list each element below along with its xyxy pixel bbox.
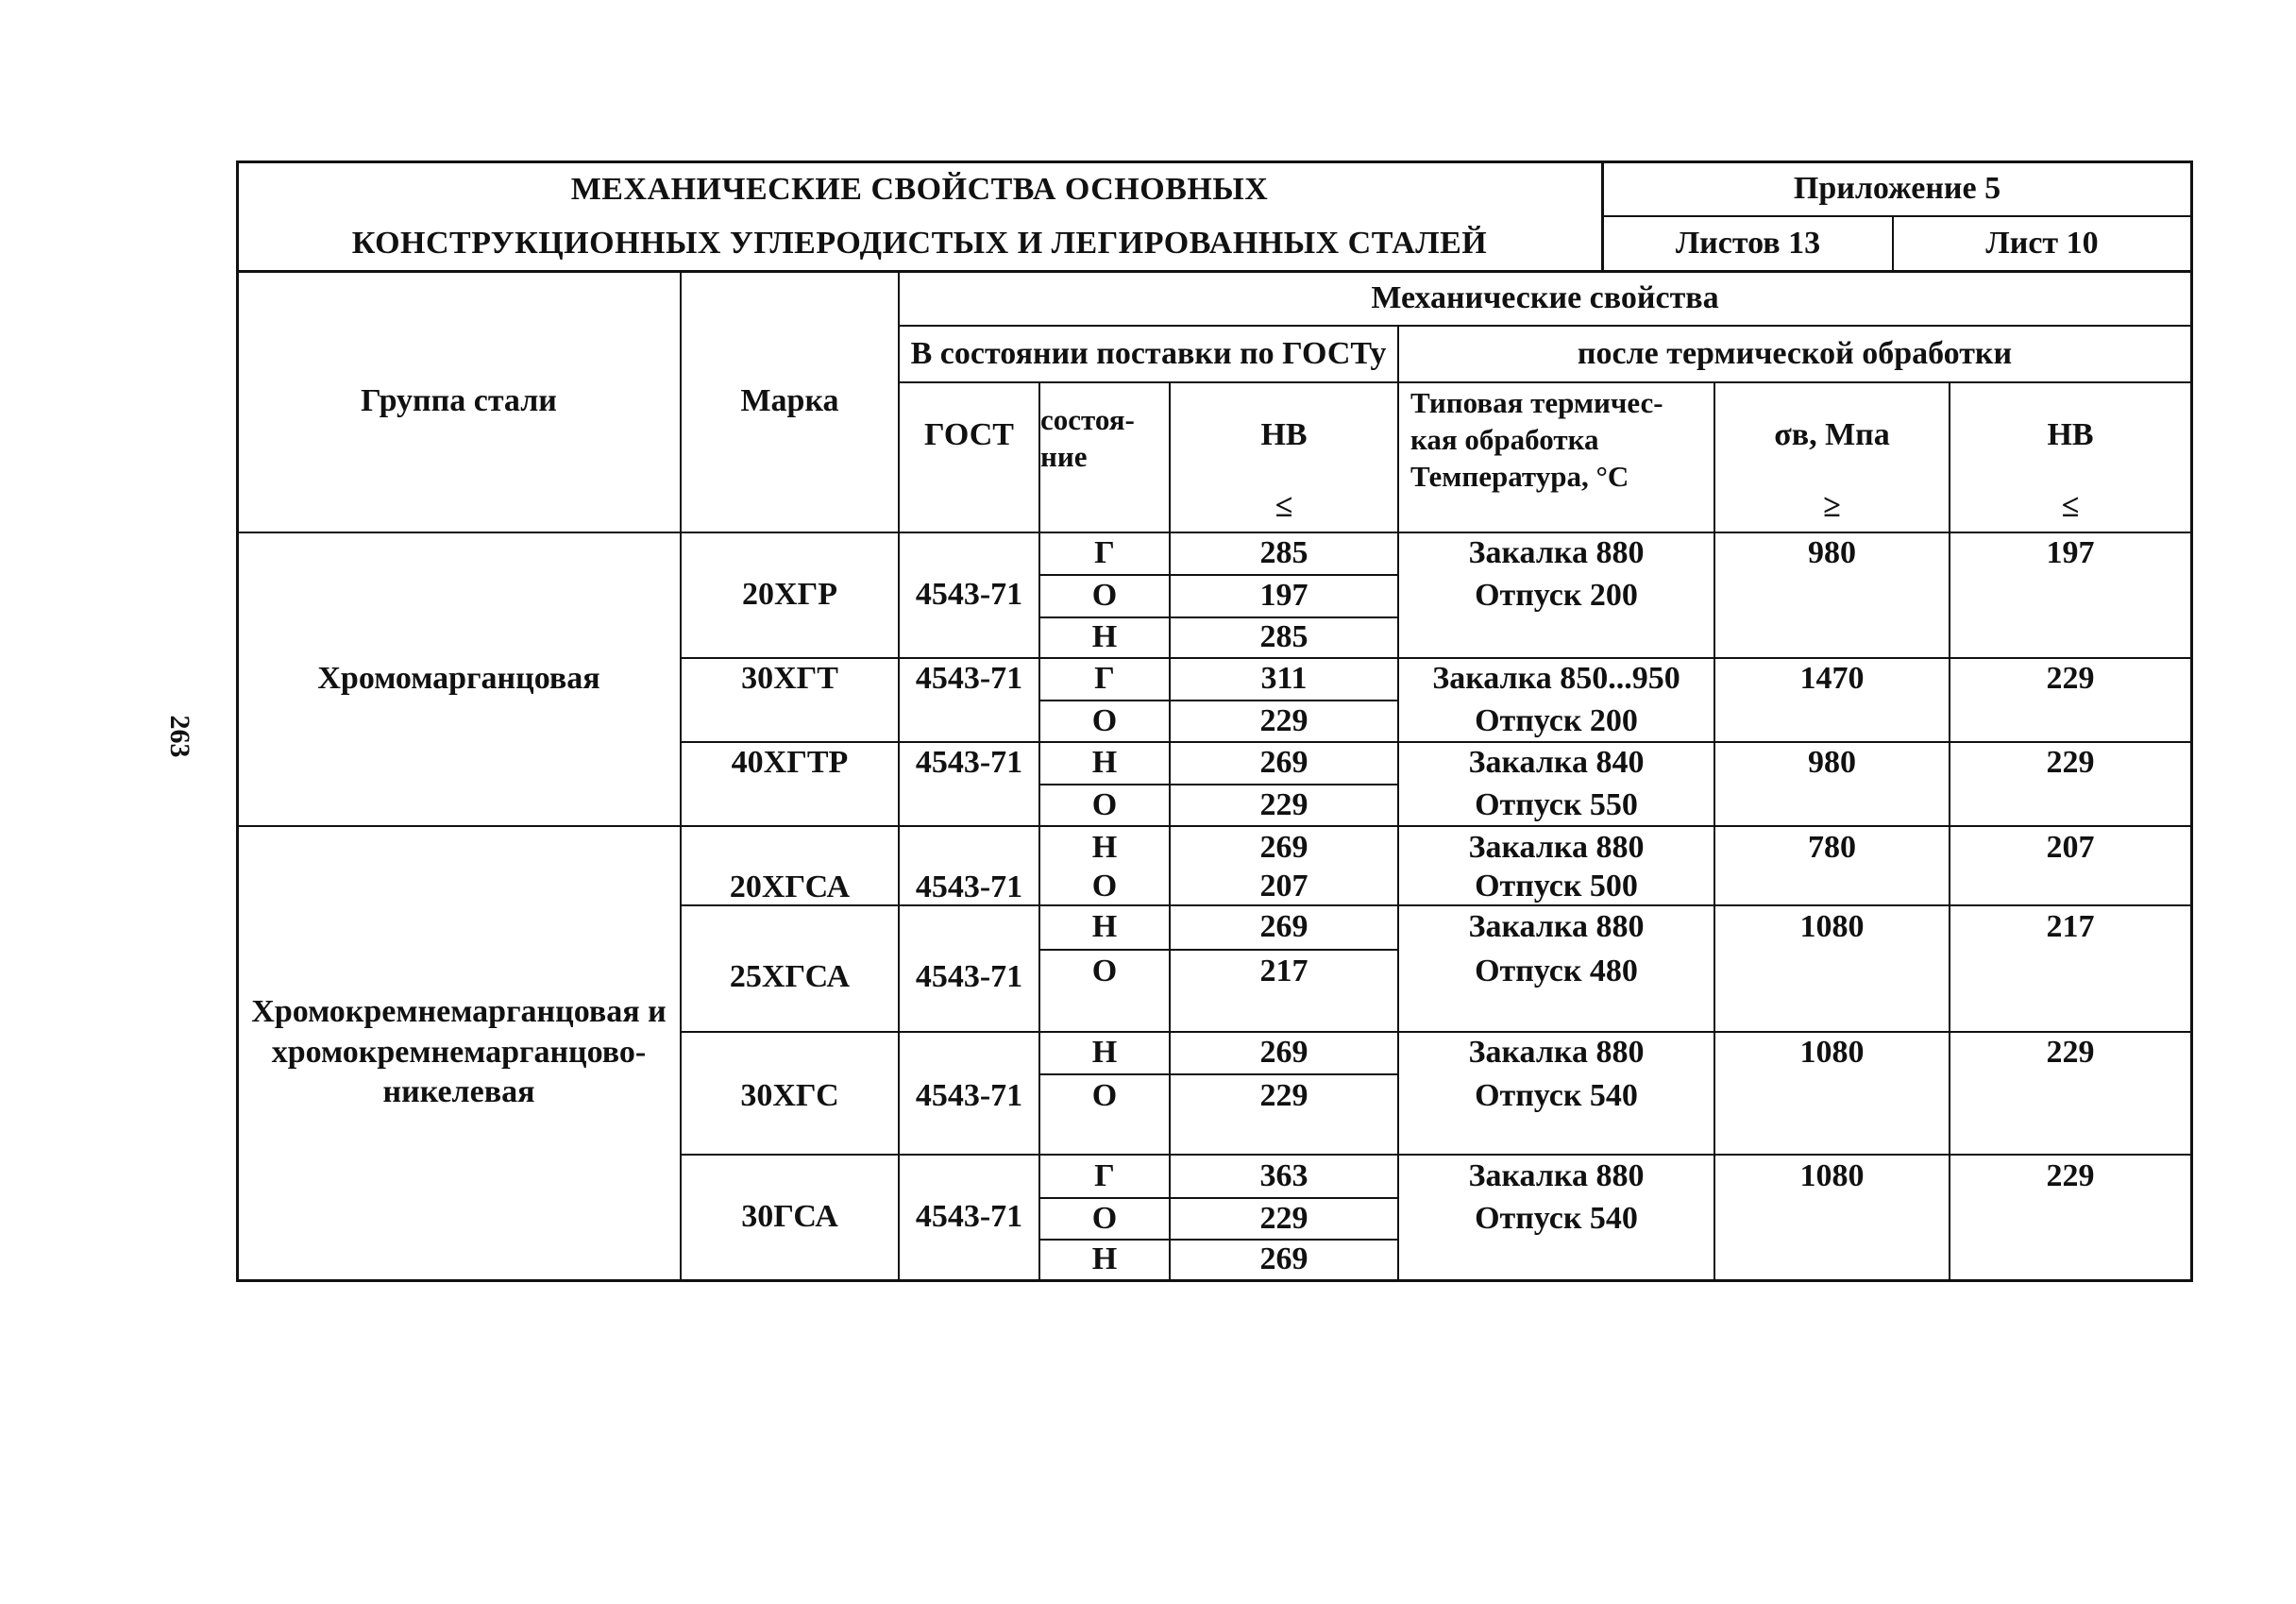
heat-cell: Отпуск 480 — [1475, 954, 1638, 989]
appendix-label: Приложение 5 — [1793, 170, 2001, 206]
heat-header-line1: Типовая термичес- — [1410, 386, 1663, 419]
sigma-cell: 1080 — [1799, 909, 1865, 945]
sigma-ge-sign: ≥ — [1823, 488, 1841, 524]
heat-cell: Отпуск 500 — [1475, 868, 1638, 903]
hb-cell: 269 — [1259, 829, 1308, 865]
sigma-header: σв, Мпа — [1774, 416, 1890, 452]
hb-cell: 229 — [1259, 702, 1308, 738]
state-cell: О — [1091, 578, 1118, 614]
state-cell: О — [1091, 954, 1118, 989]
hb-cell: 197 — [1259, 578, 1308, 614]
hb-cell: 229 — [1259, 1078, 1308, 1114]
sigma-cell: 1080 — [1799, 1035, 1865, 1071]
gost-cell: 4543-71 — [915, 577, 1023, 613]
state-header-line1: состоя- — [1040, 403, 1135, 437]
heat-cell: Закалка 880 — [1468, 909, 1645, 945]
group-header: Группа стали — [361, 383, 557, 419]
heat-cell: Закалка 880 — [1468, 1035, 1645, 1071]
sheet-number: Лист 10 — [1985, 225, 2099, 261]
state-header-line2: ние — [1040, 440, 1088, 473]
hb-cell: 269 — [1259, 909, 1308, 945]
state-cell: Н — [1091, 909, 1118, 945]
hb2-cell: 217 — [2046, 909, 2095, 945]
hb-cell: 207 — [1259, 868, 1308, 903]
hb-cell: 363 — [1259, 1157, 1308, 1193]
heat-cell: Отпуск 550 — [1475, 786, 1638, 822]
heat-cell: Закалка 880 — [1468, 535, 1645, 571]
heat-header — [1410, 385, 1713, 527]
hb2-header: НВ — [2047, 416, 2094, 452]
hb-cell: 311 — [1260, 661, 1308, 697]
group2-line3: никелевая — [382, 1074, 535, 1110]
hb2-cell: 229 — [2046, 661, 2095, 697]
state-cell: Г — [1094, 535, 1115, 571]
document-title-line2: КОНСТРУКЦИОННЫХ УГЛЕРОДИСТЫХ И ЛЕГИРОВАННЫХ СТАЛЕЙ — [351, 225, 1488, 261]
heat-cell: Отпуск 200 — [1475, 702, 1638, 738]
state-cell: О — [1091, 702, 1118, 738]
gost-cell: 4543-71 — [915, 1199, 1023, 1235]
state-cell: О — [1091, 868, 1118, 903]
hb-cell: 285 — [1259, 535, 1308, 571]
grade-cell: 25ХГСА — [729, 958, 851, 994]
hb-header: НВ — [1260, 416, 1308, 452]
state-cell: Н — [1091, 1241, 1118, 1277]
sheets-total: Листов 13 — [1675, 225, 1821, 261]
sigma-cell: 1470 — [1799, 661, 1865, 697]
state-cell: О — [1091, 1200, 1118, 1236]
group-chrome-silicon-manganese — [238, 982, 680, 1123]
state-cell: Г — [1094, 661, 1115, 697]
hb-le-sign: ≤ — [1275, 488, 1293, 524]
mech-props-header: Механические свойства — [1371, 279, 1719, 315]
table-border — [2190, 160, 2193, 1282]
gost-cell: 4543-71 — [915, 869, 1023, 904]
hb2-cell: 229 — [2046, 1157, 2095, 1193]
hb2-cell: 197 — [2046, 535, 2095, 571]
grade-header: Марка — [740, 383, 839, 419]
hb-cell: 269 — [1259, 1241, 1308, 1277]
heat-header-line3: Температура, °С — [1410, 459, 1629, 493]
state-header — [1040, 387, 1169, 491]
after-heat-header: после термической обработки — [1577, 335, 2013, 371]
gost-cell: 4543-71 — [915, 1078, 1023, 1114]
state-cell: Н — [1091, 745, 1118, 781]
hb2-le-sign: ≤ — [2061, 488, 2080, 524]
hb-cell: 269 — [1259, 1035, 1308, 1071]
page-number: 263 — [164, 715, 195, 758]
hb2-cell: 207 — [2046, 829, 2095, 865]
hb2-cell: 229 — [2046, 1035, 2095, 1071]
sigma-cell: 780 — [1808, 829, 1856, 865]
group2-line1: Хромокремнемарганцовая и — [251, 994, 667, 1030]
hb-cell: 269 — [1259, 745, 1308, 781]
grade-cell: 30ХГС — [740, 1078, 839, 1114]
state-cell: Г — [1094, 1157, 1115, 1193]
grade-cell: 20ХГР — [742, 577, 837, 613]
document-title-line1: МЕХАНИЧЕСКИЕ СВОЙСТВА ОСНОВНЫХ — [570, 171, 1269, 207]
grade-cell: 30ГСА — [741, 1199, 838, 1235]
heat-cell: Отпуск 540 — [1475, 1200, 1638, 1236]
hb-cell: 285 — [1259, 619, 1308, 655]
heat-cell: Закалка 880 — [1468, 829, 1645, 865]
delivery-header: В состоянии поставки по ГОСТу — [910, 335, 1387, 371]
hb2-cell: 229 — [2046, 745, 2095, 781]
hb-cell: 217 — [1259, 954, 1308, 989]
state-cell: Н — [1091, 829, 1118, 865]
heat-header-line2: кая обработка — [1410, 422, 1599, 456]
gost-cell: 4543-71 — [915, 958, 1023, 994]
state-cell: Н — [1091, 619, 1118, 655]
state-cell: О — [1091, 1078, 1118, 1114]
heat-cell: Отпуск 540 — [1475, 1078, 1638, 1114]
table-border — [236, 1279, 2193, 1282]
gost-cell: 4543-71 — [915, 745, 1023, 781]
group-chrome-manganese: Хромомарганцовая — [317, 661, 600, 697]
grade-cell: 20ХГСА — [729, 869, 851, 904]
group2-line2: хромокремнемарганцово- — [271, 1034, 647, 1070]
heat-cell: Закалка 840 — [1468, 745, 1645, 781]
sigma-cell: 980 — [1808, 745, 1856, 781]
hb-cell: 229 — [1259, 786, 1308, 822]
grade-cell: 30ХГТ — [741, 661, 838, 697]
heat-cell: Отпуск 200 — [1475, 578, 1638, 614]
state-cell: Н — [1091, 1035, 1118, 1071]
grade-cell: 40ХГТР — [731, 745, 849, 781]
heat-cell: Закалка 880 — [1468, 1157, 1645, 1193]
gost-header: ГОСТ — [924, 416, 1014, 452]
heat-cell: Закалка 850...950 — [1432, 661, 1680, 697]
state-cell: О — [1091, 786, 1118, 822]
gost-cell: 4543-71 — [915, 661, 1023, 697]
sigma-cell: 1080 — [1799, 1157, 1865, 1193]
sigma-cell: 980 — [1808, 535, 1856, 571]
hb-cell: 229 — [1259, 1200, 1308, 1236]
